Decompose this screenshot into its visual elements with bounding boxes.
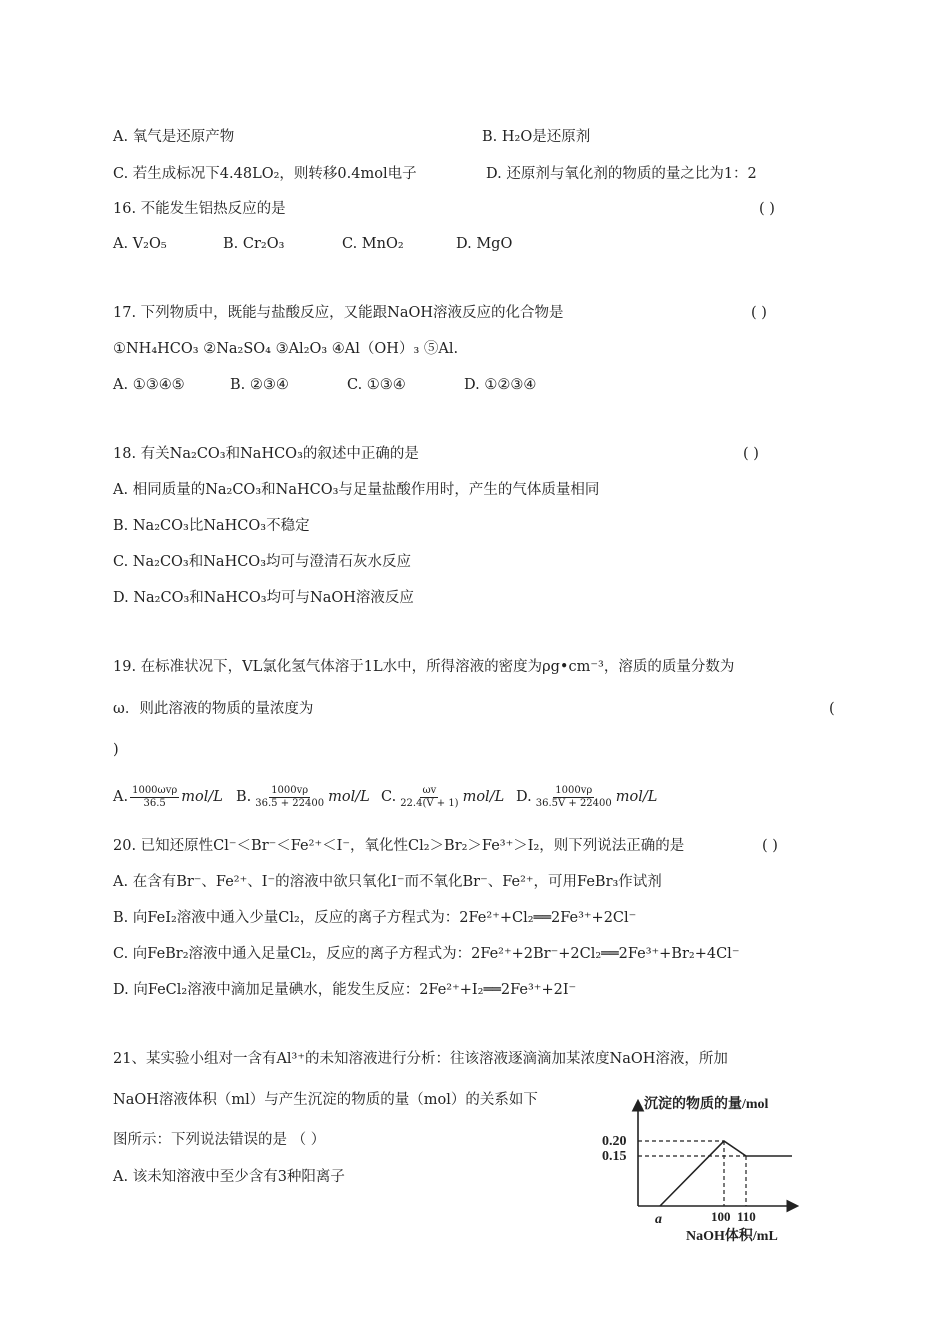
q17-answer-paren: ( ) [751,305,767,321]
q19-paren-close: ) [113,742,119,758]
graph-precipitate-line [660,1141,792,1206]
q19-option-d-fraction [534,785,614,810]
q16-option-a: A. V₂O₅ [113,236,167,252]
q17-option-b: B. ②③④ [230,377,289,393]
q19-option-a-denominator: 36.5 [143,797,166,809]
graph-x-tick-110: 110 [737,1209,756,1224]
q19-option-b-numerator: 1000vρ [271,784,309,796]
q20-option-b: B. 向FeI₂溶液中通入少量Cl₂，反应的离子方程式为：2Fe²⁺+Cl₂══2Fe³⁺+2Cl⁻ [113,910,637,926]
q19-option-b-label: B. [236,789,252,805]
q21-stem-line3: 图所示：下列说法错误的是 （ ） [113,1132,326,1148]
q19-option-c-numerator: ωv [422,784,437,796]
q18-answer-paren: ( ) [743,446,759,462]
q16-stem: 16. 不能发生铝热反应的是 [113,201,286,217]
q16-option-d: D. MgO [456,236,513,252]
graph-y-tick-020: 0.20 [602,1134,627,1149]
q15-option-c: C. 若生成标况下4.48LO₂，则转移0.4mol电子 [113,166,417,182]
q17-option-a: A. ①③④⑤ [113,377,185,393]
q20-stem: 20. 已知还原性Cl⁻＜Br⁻＜Fe²⁺＜I⁻，氧化性Cl₂＞Br₂＞Fe³⁺＞I₂，则下列说法正确的是 [113,838,685,854]
q18-option-d: D. Na₂CO₃和NaHCO₃均可与NaOH溶液反应 [113,590,414,606]
graph-y-axis-label: 沉淀的物质的量/mol [644,1097,769,1112]
q17-stem: 17. 下列物质中，既能与盐酸反应，又能跟NaOH溶液反应的化合物是 [113,305,564,321]
q19-option-c-denominator: 22.4(V + 1) [400,797,459,809]
q17-option-d: D. ①②③④ [464,377,537,393]
q19-option-a-unit: mol/L [181,789,223,805]
q20-option-d: D. 向FeCl₂溶液中滴加足量碘水，能发生反应：2Fe²⁺+I₂══2Fe³⁺+2I⁻ [113,982,577,998]
q16-answer-paren: ( ) [759,201,775,217]
q21-stem-line2: NaOH溶液体积（ml）与产生沉淀的物质的量（mol）的关系如下 [113,1092,538,1108]
q18-stem: 18. 有关Na₂CO₃和NaHCO₃的叙述中正确的是 [113,446,419,462]
q19-option-c [381,782,504,812]
graph-y-tick-015: 0.15 [602,1149,627,1164]
q19-option-b-unit: mol/L [328,789,370,805]
q19-option-b [236,782,370,812]
q21-stem-line1: 21、某实验小组对一含有Al³⁺的未知溶液进行分析：往该溶液逐滴滴加某浓度NaOH溶液，所加 [113,1051,728,1067]
q19-option-a [113,782,223,812]
q19-option-d [516,782,657,812]
q19-option-b-denominator: 36.5 + 22400 [255,797,325,809]
q20-option-c: C. 向FeBr₂溶液中通入足量Cl₂，反应的离子方程式为：2Fe²⁺+2Br⁻+2Cl₂══2Fe³⁺+Br₂+4Cl⁻ [113,946,740,962]
q19-option-d-numerator: 1000vρ [555,784,593,796]
q18-option-a: A. 相同质量的Na₂CO₃和NaHCO₃与足量盐酸作用时，产生的气体质量相同 [113,482,600,498]
q19-option-d-denominator: 36.5V + 22400 [535,797,612,809]
precipitate-volume-graph [598,1094,830,1244]
q18-option-c: C. Na₂CO₃和NaHCO₃均可与澄清石灰水反应 [113,554,412,570]
q19-option-a-fraction [130,785,179,810]
q19-option-c-unit: mol/L [462,789,505,805]
graph-x-axis-label: NaOH体积/mL [686,1229,778,1244]
q19-stem-line2: ω．则此溶液的物质的量浓度为 [113,701,314,717]
q20-option-a: A. 在含有Br⁻、Fe²⁺、I⁻的溶液中欲只氧化I⁻而不氧化Br⁻、Fe²⁺，可用FeBr₃作试剂 [113,874,662,890]
q16-option-c: C. MnO₂ [342,236,404,252]
q15-option-d: D. 还原剂与氧化剂的物质的量之比为1：2 [486,166,757,182]
q15-option-b: B. H₂O是还原剂 [482,129,591,145]
q19-paren-open: ( [829,701,835,717]
q15-option-a: A. 氧气是还原产物 [113,129,235,145]
q19-option-a-numerator: 1000ωvρ [132,784,178,796]
q19-option-b-fraction [253,785,326,810]
q16-option-b: B. Cr₂O₃ [223,236,285,252]
q19-stem-line1: 19. 在标准状况下，VL氯化氢气体溶于1L水中，所得溶液的密度为ρg•cm⁻³，溶质的质量分数为 [113,659,735,675]
q20-answer-paren: ( ) [762,838,778,854]
q19-option-a-label: A. [113,789,129,805]
q19-option-c-fraction [398,785,460,810]
q18-option-b: B. Na₂CO₃比NaHCO₃不稳定 [113,518,310,534]
q17-option-c: C. ①③④ [347,377,406,393]
q19-option-d-unit: mol/L [615,789,658,805]
q21-option-a: A. 该未知溶液中至少含有3种阳离子 [113,1169,345,1185]
q19-option-d-label: D. [516,789,532,805]
q17-items: ①NH₄HCO₃ ②Na₂SO₄ ③Al₂O₃ ④Al（OH）₃ ⑤Al. [113,341,459,357]
graph-x-tick-100: 100 [711,1209,731,1224]
graph-x-tick-a: a [655,1212,662,1227]
q19-option-c-label: C. [381,789,397,805]
